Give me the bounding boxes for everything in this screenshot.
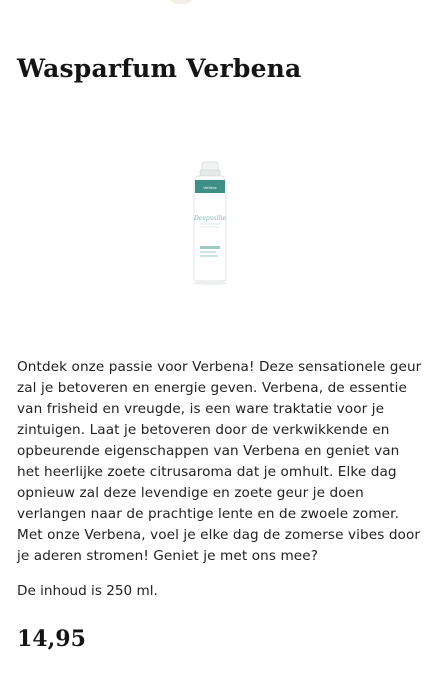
product-price: 14,95 [17, 626, 86, 652]
svg-text:Deepvallie: Deepvallie [193, 215, 227, 222]
svg-text:Verbena: Verbena [203, 186, 217, 190]
content-volume: De inhoud is 250 ml. [17, 583, 158, 599]
bottle-image [160, 150, 260, 290]
product-image[interactable] [160, 150, 260, 290]
header-fragment [168, 0, 194, 4]
product-title: Wasparfum Verbena [17, 54, 302, 83]
product-description: Ontdek onze passie voor Verbena! Deze sensationele geur zal je betoveren en energie geven. Verbena, de essentie van frisheid en vreugde, is een ware traktatie voor je zintuigen. Laat je betoveren door de verkwikkende en opbeurende eigenschappen van Verbena en geniet van het heerlijke zoete citrusaroma dat je omhult. Elke dag opnieuw zal deze levendige en zoete geur je doen verlangen naar de prachtige lente en de zwoele zomer. Met onze Verbena, voel je elke dag de zomerse vibes door je aderen stromen! Geniet je met ons mee? [17, 359, 422, 564]
